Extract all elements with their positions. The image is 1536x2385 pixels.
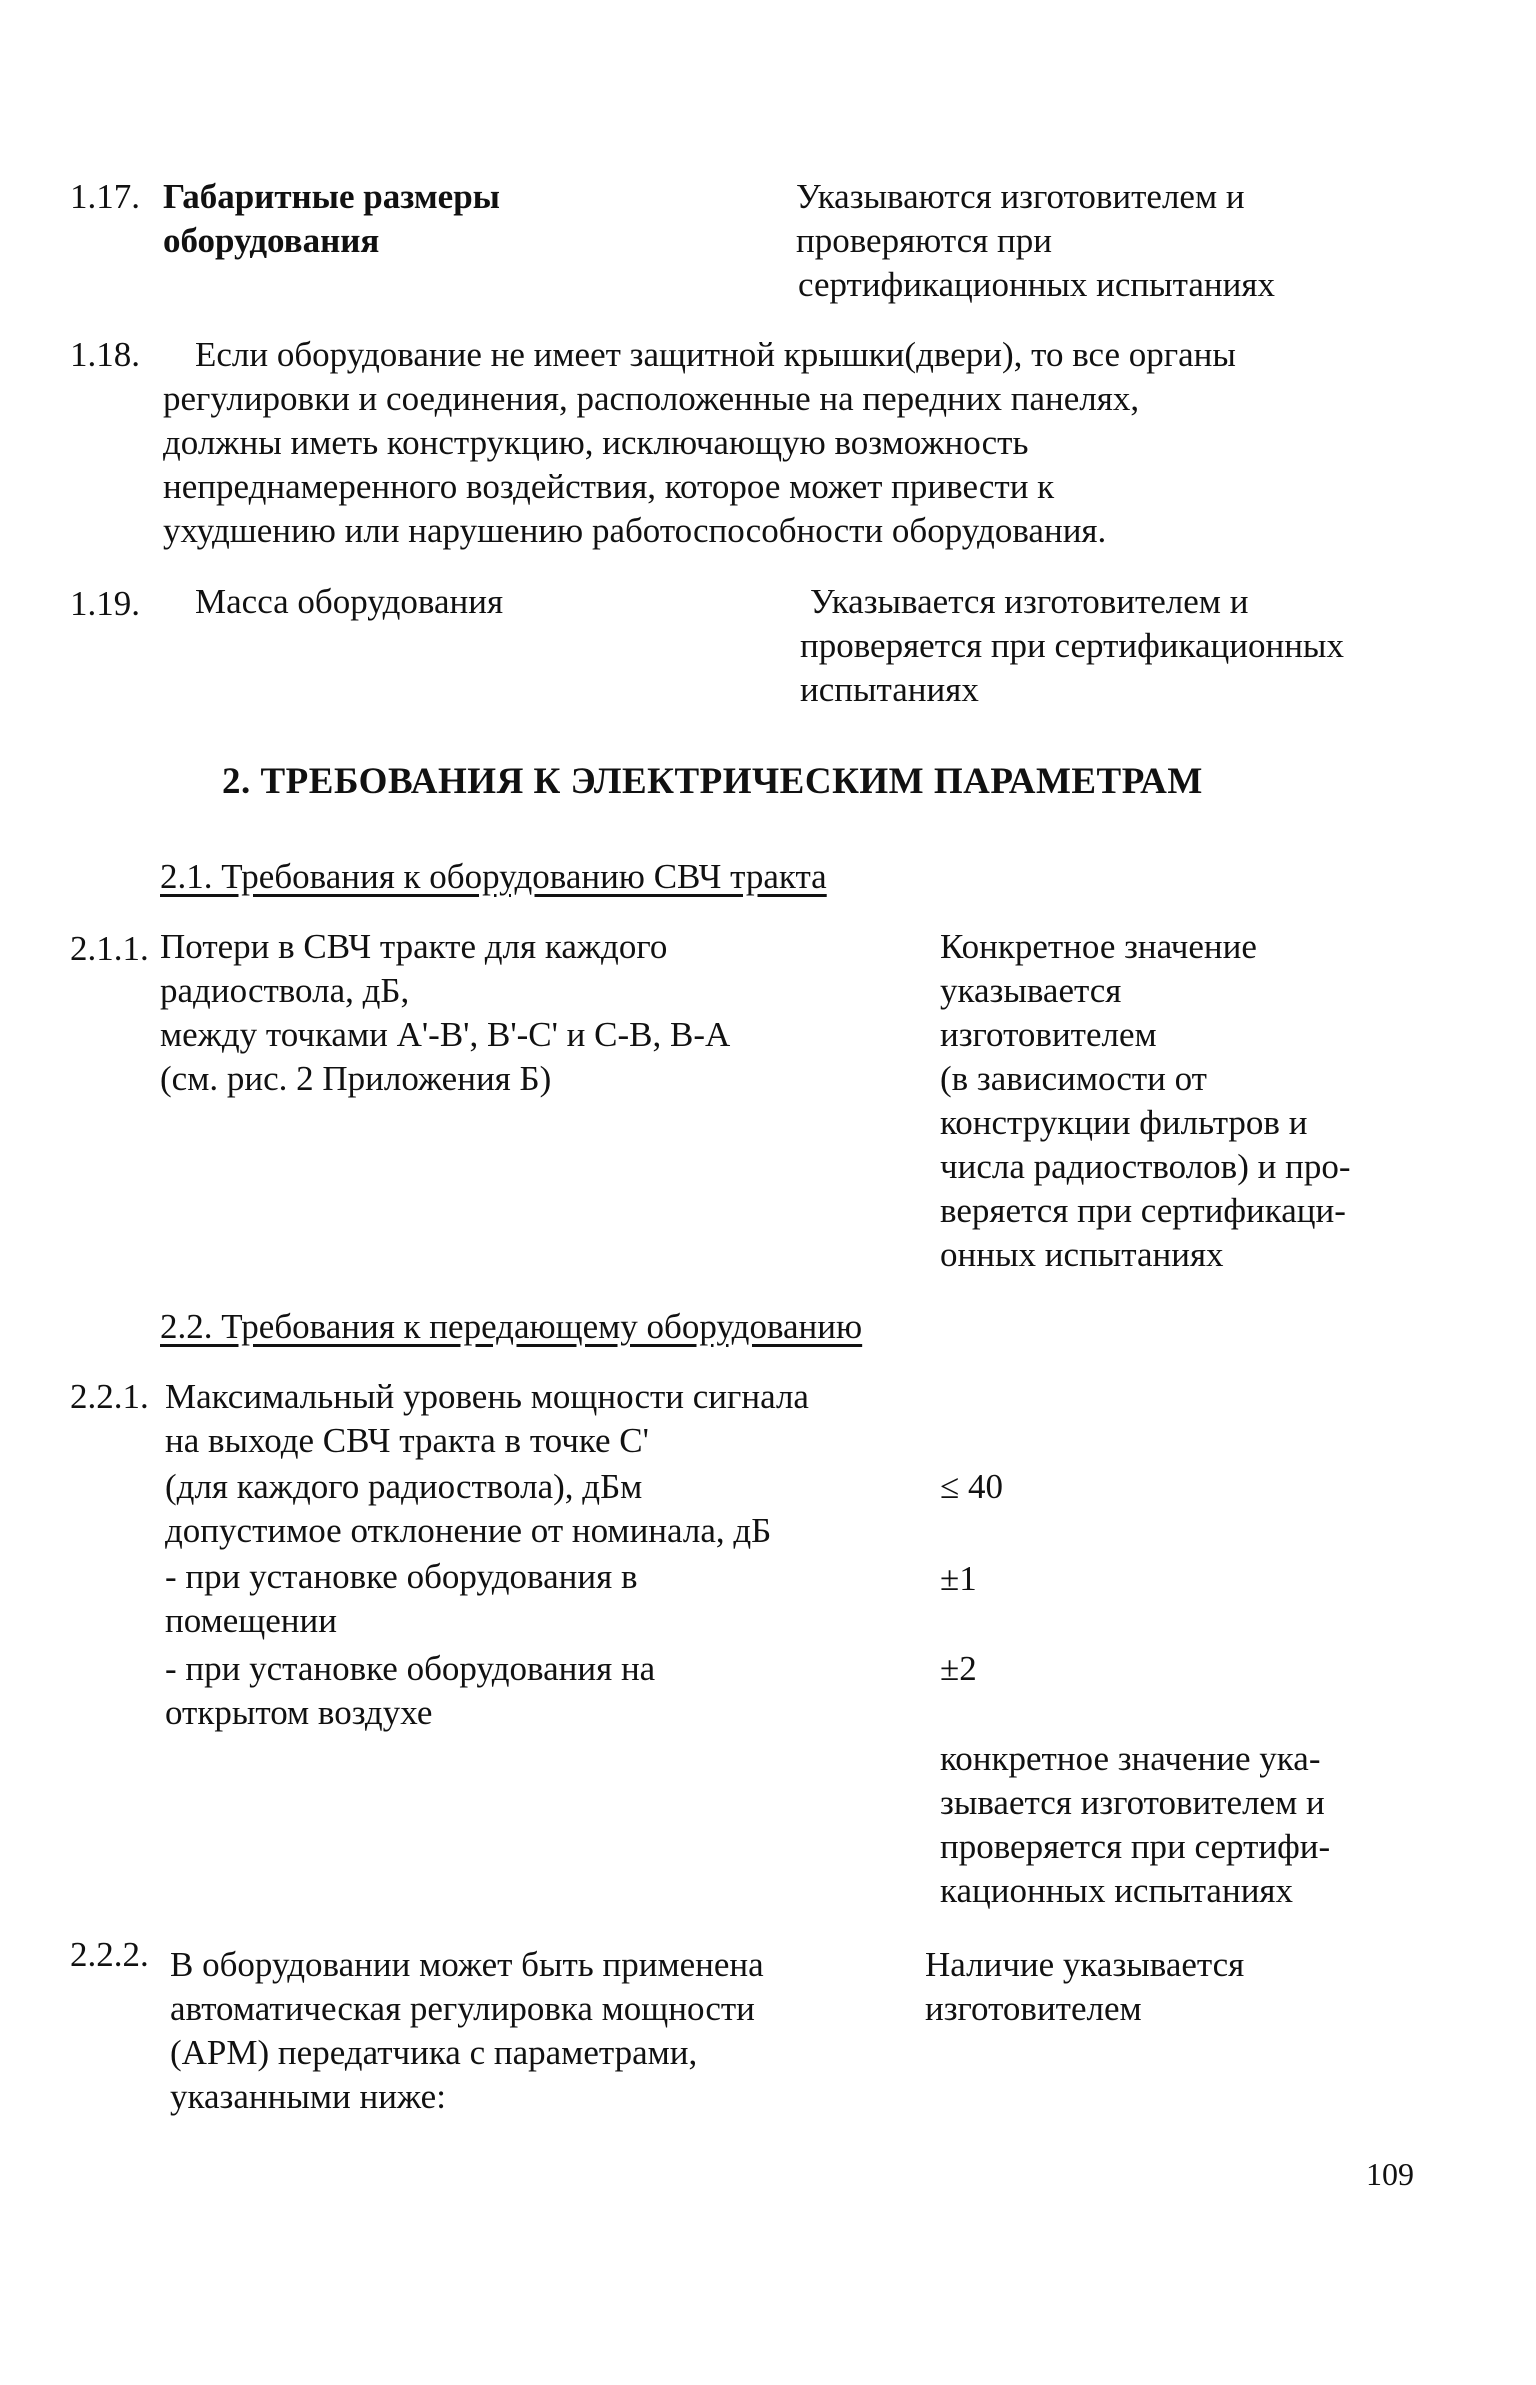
text-line: указывается xyxy=(940,971,1122,1010)
text-line: автоматическая регулировка мощности xyxy=(170,1989,755,2028)
text-line: конкретное значение ука- xyxy=(940,1739,1321,1778)
text-line: Наличие указывается xyxy=(925,1945,1245,1984)
text-line: Максимальный уровень мощности сигнала xyxy=(165,1377,809,1416)
item-2-2-2-parameter xyxy=(170,1943,764,2119)
item-2-2-1-number: 2.2.1. xyxy=(70,1377,149,1416)
text-line: Габаритные размеры xyxy=(163,177,500,216)
text-line: регулировки и соединения, расположенные на передних панелях, xyxy=(163,379,1140,418)
text-line: сертификационных испытаниях xyxy=(798,265,1275,304)
section-2-heading: 2. ТРЕБОВАНИЯ К ЭЛЕКТРИЧЕСКИМ ПАРАМЕТРАМ xyxy=(222,761,1203,802)
subsection-2-1-title: 2.1. Требования к оборудованию СВЧ тракта xyxy=(160,857,827,896)
item-2-2-2-requirement xyxy=(925,1943,1244,2031)
text-line: непреднамеренного воздействия, которое может привести к xyxy=(163,467,1055,506)
text-line: конструкции фильтров и xyxy=(940,1103,1308,1142)
text-line: Потери в СВЧ тракте для каждого xyxy=(160,927,668,966)
text-line: Указывается изготовителем и xyxy=(810,582,1249,621)
text-line: радиоствола, дБ, xyxy=(160,971,410,1010)
text-line: проверяется при сертифи- xyxy=(940,1827,1331,1866)
item-2-2-1-power-value: ≤ 40 xyxy=(940,1467,1003,1506)
text-line: веряется при сертификаци- xyxy=(940,1191,1346,1230)
text-line: изготовителем xyxy=(940,1015,1157,1054)
text-line: онных испытаниях xyxy=(940,1235,1224,1274)
text-line: указанными ниже: xyxy=(170,2077,446,2116)
item-2-2-1-note xyxy=(940,1737,1330,1913)
item-1-17-title xyxy=(163,175,500,263)
text-line: допустимое отклонение от номинала, дБ xyxy=(165,1511,772,1550)
item-1-19-title: Масса оборудования xyxy=(195,582,504,621)
text-line: (см. рис. 2 Приложения Б) xyxy=(160,1059,552,1098)
text-line: кационных испытаниях xyxy=(940,1871,1294,1910)
text-line: числа радиостволов) и про- xyxy=(940,1147,1351,1186)
text-line: - при установке оборудования на xyxy=(165,1649,656,1688)
text-line: проверяется при сертификационных xyxy=(800,626,1344,665)
item-1-19-requirement xyxy=(800,580,1344,712)
text-line: Конкретное значение xyxy=(940,927,1257,966)
item-1-18-text xyxy=(163,333,1236,553)
item-1-19-number: 1.19. xyxy=(70,584,140,623)
text-line: ухудшению или нарушению работоспособности оборудования. xyxy=(163,511,1107,550)
text-line: (АРМ) передатчика с параметрами, xyxy=(170,2033,698,2072)
item-2-1-1-parameter xyxy=(160,925,730,1101)
text-line: изготовителем xyxy=(925,1989,1142,2028)
text-line: Если оборудование не имеет защитной крышки(двери), то все органы xyxy=(195,335,1236,374)
text-line: проверяются при xyxy=(796,221,1052,260)
item-2-2-1-outdoor-tolerance: ±2 xyxy=(940,1649,977,1688)
item-2-1-1-requirement xyxy=(940,925,1350,1277)
text-line: на выходе СВЧ тракта в точке C' xyxy=(165,1421,649,1460)
subsection-2-2-title: 2.2. Требования к передающему оборудованию xyxy=(160,1307,863,1346)
item-1-18-number: 1.18. xyxy=(70,335,140,374)
text-line: - при установке оборудования в xyxy=(165,1557,638,1596)
text-line: (для каждого радиоствола), дБм xyxy=(165,1467,643,1506)
text-line: Указываются изготовителем и xyxy=(796,177,1245,216)
item-2-2-1-indoor-tolerance: ±1 xyxy=(940,1559,977,1598)
text-line: оборудования xyxy=(163,221,380,260)
item-1-17-number: 1.17. xyxy=(70,177,140,216)
text-line: помещении xyxy=(165,1601,337,1640)
text-line: между точками A'-B', B'-C' и C-B, B-A xyxy=(160,1015,731,1054)
text-line: открытом воздухе xyxy=(165,1693,433,1732)
item-1-17-requirement xyxy=(796,175,1275,307)
item-2-2-2-number: 2.2.2. xyxy=(70,1935,149,1974)
page-number: 109 xyxy=(1366,2156,1414,2192)
text-line: В оборудовании может быть применена xyxy=(170,1945,764,1984)
item-2-1-1-number: 2.1.1. xyxy=(70,929,149,968)
text-line: испытаниях xyxy=(800,670,979,709)
item-2-2-1-parameter xyxy=(165,1375,809,1735)
text-line: должны иметь конструкцию, исключающую возможность xyxy=(163,423,1029,462)
text-line: зывается изготовителем и xyxy=(940,1783,1325,1822)
text-line: (в зависимости от xyxy=(940,1059,1207,1098)
